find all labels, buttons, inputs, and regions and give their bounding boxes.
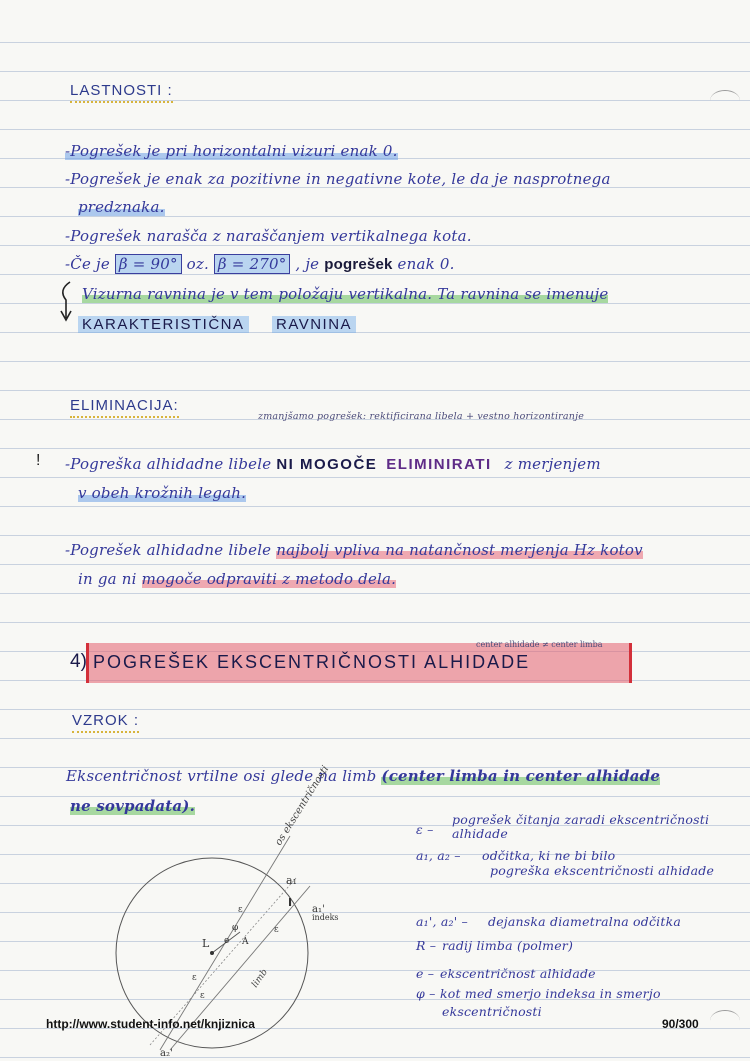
section-title-note: center alhidade ≠ center limba — [476, 640, 603, 649]
A-label: A — [242, 937, 249, 947]
lastnosti-line-4-text: -Pogrešek narašča z naraščanjem vertikalnega kota. — [65, 227, 472, 245]
legend-phi-text-2: ekscentričnosti — [442, 1004, 542, 1019]
heading-lastnosti: LASTNOSTI : — [70, 82, 173, 103]
legend-ap-text: dejanska diametralna odčitka — [488, 914, 681, 929]
section-title: POGREŠEK EKSCENTRIČNOSTI ALHIDADE — [93, 652, 531, 672]
elim-line-2 — [78, 484, 246, 502]
ravnina-word — [272, 316, 356, 333]
legend-a-sym: a₁, a₂ – — [416, 848, 461, 863]
legend-r-text: radij limba (polmer) — [442, 938, 574, 953]
legend-a-text: odčitka, ki ne bi bilo — [482, 848, 616, 863]
I-label: I — [288, 896, 293, 909]
legend-phi-sym: φ – — [416, 986, 436, 1001]
legend-eps-text-2: alhidade — [452, 826, 508, 841]
a1p-label: a₁' — [312, 904, 325, 915]
a2p-label: a₂' — [160, 1048, 173, 1059]
limb-label: limb — [250, 967, 270, 990]
phi-label: φ — [232, 923, 239, 933]
legend-r-sym: R – — [416, 938, 437, 953]
elim-line-3-b: najbolj vpliva na natančnost merjenja Hz kotov — [276, 541, 643, 559]
lastnosti-line-3 — [78, 198, 165, 216]
binder-hole-top — [710, 90, 740, 111]
elim-line-4 — [78, 570, 396, 588]
binder-hole-bottom — [710, 1010, 740, 1031]
lastnosti-line-6 — [82, 285, 608, 303]
lastnosti-line-1-text: -Pogrešek je pri horizontalni vizuri enak 0. — [65, 142, 398, 160]
elim-line-1-a: -Pogreška alhidadne libele — [65, 455, 272, 473]
footer-page-number: 90/300 — [662, 1017, 699, 1031]
lastnosti-line-2 — [65, 170, 611, 188]
center-point — [210, 951, 214, 955]
karakteristicna-text: KARAKTERISTIČNA — [78, 316, 249, 333]
os-label: os ekscentričnosti — [273, 763, 332, 848]
elim-line-4-a: in ga ni — [78, 570, 137, 588]
beta-270-box: β = 270° — [214, 254, 291, 274]
elim-line-3-a: -Pogrešek alhidadne libele — [65, 541, 272, 559]
lastnosti-line-4 — [65, 227, 472, 245]
elim-line-3 — [65, 541, 643, 559]
eps-label-4: ε — [200, 991, 205, 1001]
elim-line-1-b: z merjenjem — [504, 455, 601, 473]
lastnosti-line-5-pogresek: pogrešek — [324, 256, 393, 273]
lastnosti-line-5 — [65, 255, 455, 273]
eps-label-2: ε — [274, 925, 279, 935]
legend-eps-sym: ε – — [416, 822, 434, 837]
elim-line-2-text: v obeh krožnih legah. — [78, 484, 247, 502]
e-label: e — [224, 936, 230, 946]
lastnosti-line-5-oz: oz. — [186, 255, 209, 273]
lastnosti-line-1 — [65, 142, 398, 160]
indeks-label: indeks — [312, 913, 339, 922]
elim-line-4-b: mogoče odpraviti z metodo dela. — [141, 570, 397, 588]
ravnina-text: RAVNINA — [272, 316, 356, 333]
exclaim-mark: ! — [36, 452, 41, 469]
L-label: L — [202, 937, 210, 950]
vzrok-line-1 — [66, 767, 660, 785]
elim-eliminirati: ELIMINIRATI — [386, 456, 492, 473]
eps-label-1: ε — [238, 905, 243, 915]
lastnosti-line-3-text: predznaka. — [78, 198, 165, 216]
legend-eps-text: pogrešek čitanja zaradi ekscentričnosti — [452, 812, 710, 827]
vzrok-line-1-a: Ekscentričnost vrtilne osi glede na limb — [66, 767, 377, 785]
legend-a-text-2: pogreška ekscentričnosti alhidade — [490, 863, 715, 878]
elim-line-1 — [65, 455, 601, 473]
vzrok-line-1-b: (center limba in center alhidade — [381, 767, 661, 785]
lastnosti-line-5-prefix: -Če je — [65, 255, 110, 273]
lastnosti-line-5-suffix: enak 0. — [397, 255, 455, 273]
eps-label-3: ε — [192, 973, 197, 983]
karakteristicna-word — [78, 316, 249, 333]
lastnosti-line-2-text: -Pogrešek je enak za pozitivne in negativne kote, le da je nasprotnega — [65, 170, 611, 188]
beta-90-box: β = 90° — [115, 254, 182, 274]
footer-url[interactable]: http://www.student-info.net/knjiznica — [46, 1017, 255, 1031]
legend-e-sym: e – — [416, 966, 435, 981]
heading-vzrok: VZROK : — [72, 712, 139, 733]
lastnosti-line-6-text: Vizurna ravnina je v tem položaju vertikalna. Ta ravnina se imenuje — [82, 285, 609, 303]
eliminacija-note: zmanjšamo pogrešek: rektificirana libela + vestno horizontiranje — [258, 411, 585, 422]
vzrok-line-2 — [70, 797, 195, 815]
a1-label: a₁ — [286, 874, 297, 887]
legend-phi-text: kot med smerjo indeksa in smerjo — [440, 986, 661, 1001]
vzrok-line-2-text: ne sovpadata). — [70, 797, 196, 815]
elim-ni-mogoce: NI MOGOČE — [276, 456, 378, 473]
section-number: 4) — [70, 651, 87, 672]
legend-e-text: ekscentričnost alhidade — [440, 966, 596, 981]
heading-eliminacija: ELIMINACIJA: — [70, 397, 179, 418]
lastnosti-line-5-je: , je — [295, 255, 320, 273]
legend-ap-sym: a₁', a₂' – — [416, 914, 468, 929]
